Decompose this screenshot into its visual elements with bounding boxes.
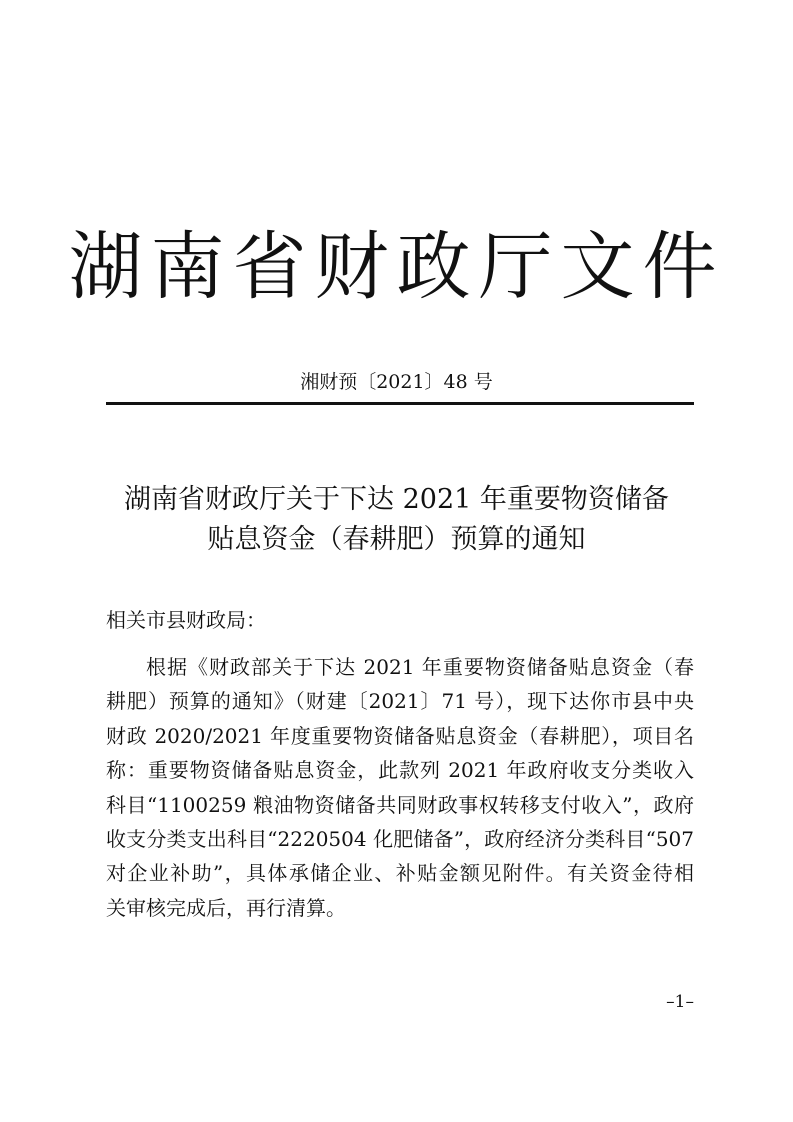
body-line: 财政 2020/2021 年度重要物资储备贴息资金（春耕肥），项目名 bbox=[106, 723, 694, 748]
document-number: 湘财预〔2021〕48 号 bbox=[300, 371, 493, 393]
body-line: 关审核完成后，再行清算。 bbox=[106, 895, 346, 920]
notice-title-line: 湖南省财政厅关于下达 2021 年重要物资储备 bbox=[124, 484, 669, 515]
page-number: –1– bbox=[666, 992, 694, 1012]
body-line: 对企业补助”，具体承储企业、补贴金额见附件。有关资金待相 bbox=[106, 861, 694, 886]
addressee: 相关市县财政局： bbox=[106, 608, 266, 632]
document-header-title: 湖南省财政厅文件 bbox=[68, 224, 725, 310]
body-line: 根据《财政部关于下达 2021 年重要物资储备贴息资金（春 bbox=[146, 655, 694, 679]
body-line: 科目“1100259 粮油物资储备共同财政事权转移支付收入”，政府 bbox=[106, 792, 694, 817]
body-line: 耕肥）预算的通知》（财建〔2021〕71 号），现下达你市县中央 bbox=[106, 689, 694, 714]
notice-title bbox=[0, 480, 793, 560]
header-divider bbox=[106, 402, 694, 405]
notice-title-line: 贴息资金（春耕肥）预算的通知 bbox=[207, 524, 586, 555]
body-paragraph bbox=[106, 650, 694, 925]
body-line: 称：重要物资储备贴息资金，此款列 2021 年政府收支分类收入 bbox=[106, 758, 694, 783]
body-line: 收支分类支出科目“2220504 化肥储备”，政府经济分类科目“507 bbox=[106, 826, 694, 851]
